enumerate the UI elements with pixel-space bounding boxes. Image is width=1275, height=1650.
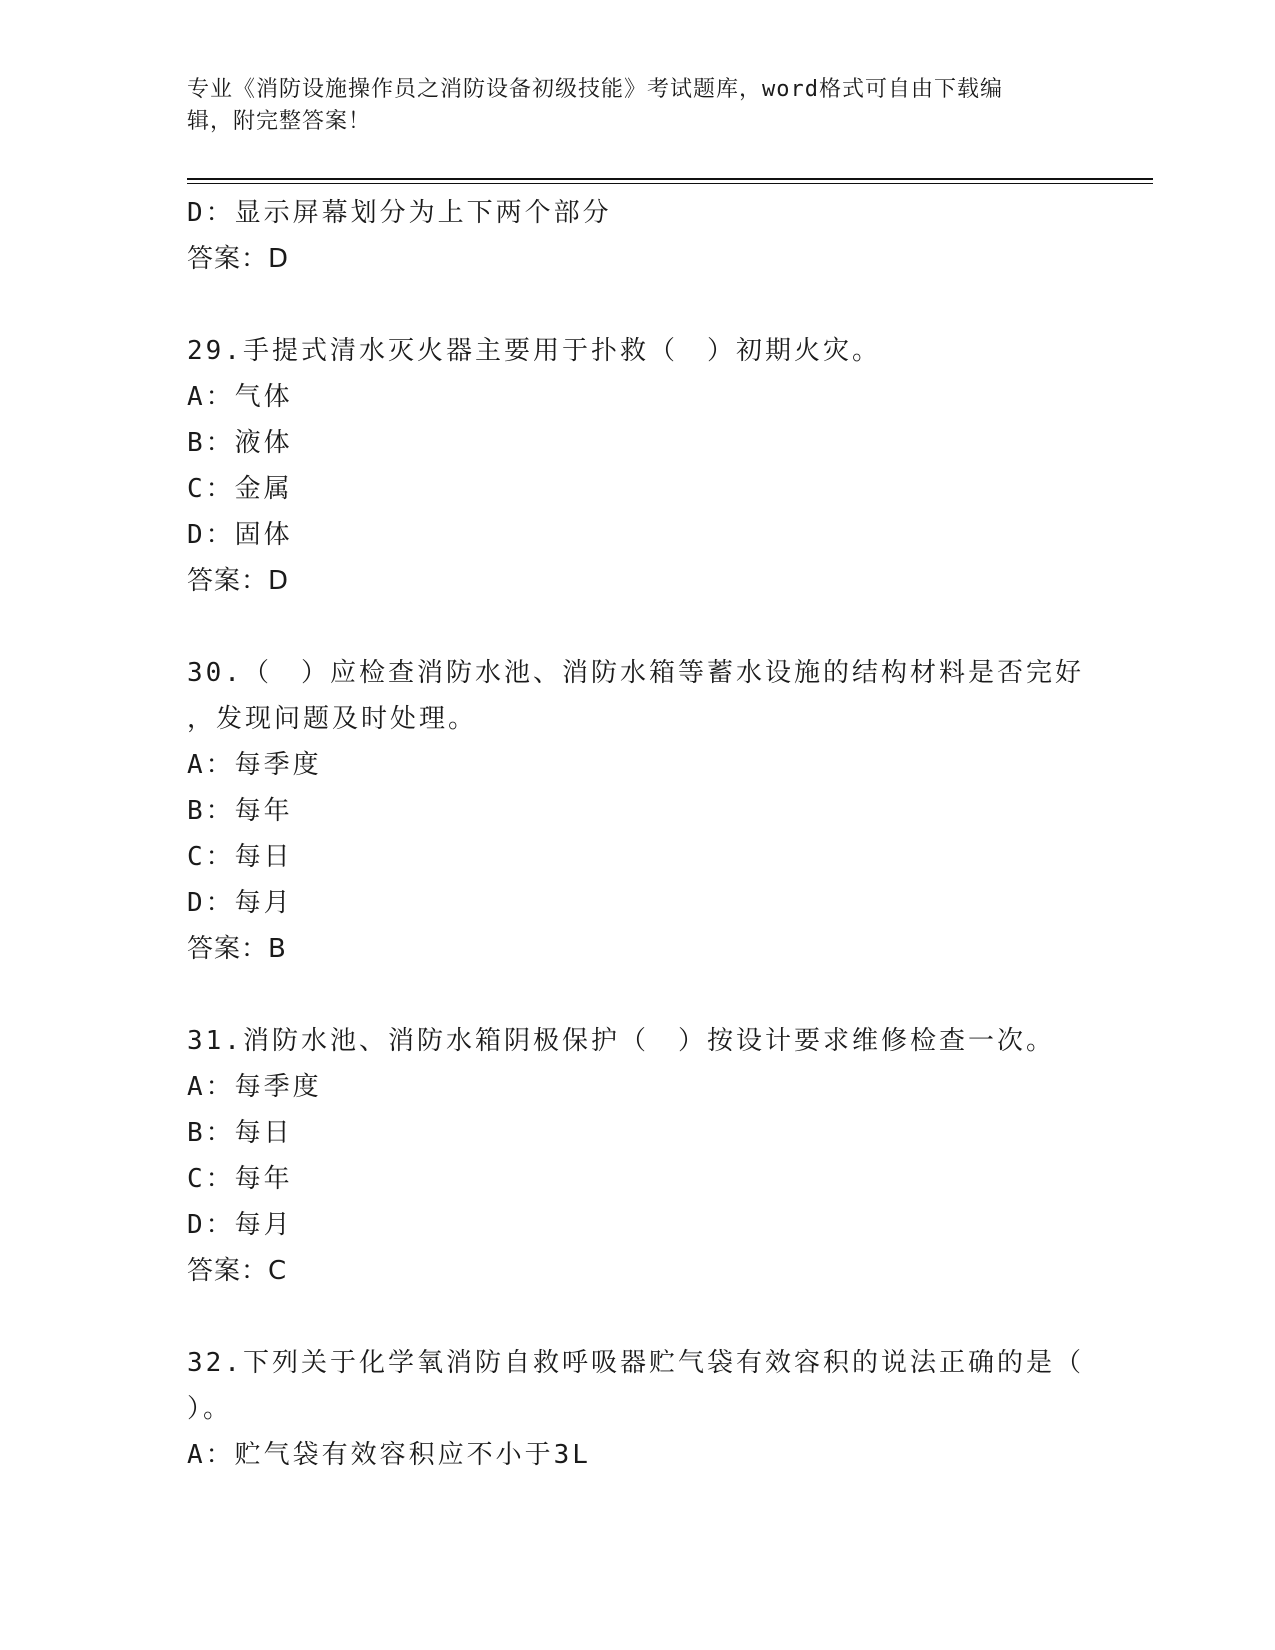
question-30 <box>187 650 1087 972</box>
question-31 <box>187 1018 1087 1294</box>
option-b: B：每年 <box>187 796 293 826</box>
option-d: D：每月 <box>187 1210 293 1240</box>
option-a: A：每季度 <box>187 1072 322 1102</box>
answer-line: 答案：B <box>187 934 287 964</box>
option-a: A：气体 <box>187 382 293 412</box>
option-b: B：液体 <box>187 428 293 458</box>
option-b: B：每日 <box>187 1118 293 1148</box>
option-d: D：固体 <box>187 520 293 550</box>
option-a: A：每季度 <box>187 750 322 780</box>
question-list <box>187 190 1087 1478</box>
question-stem-continued: ，发现问题及时处理。 <box>187 704 478 734</box>
option-c: C：金属 <box>187 474 293 504</box>
header-line-2: 辑，附完整答案！ <box>187 109 372 134</box>
header-divider-thin <box>187 183 1153 184</box>
header-line-1: 专业《消防设施操作员之消防设备初级技能》考试题库，word格式可自由下载编 <box>187 77 1003 102</box>
document-header <box>187 74 1067 138</box>
option-c: C：每年 <box>187 1164 293 1194</box>
spacer <box>187 604 1087 650</box>
option-d: D：显示屏幕划分为上下两个部分 <box>187 198 612 228</box>
answer-line: 答案：D <box>187 566 290 596</box>
question-stem-continued: ）。 <box>187 1394 233 1424</box>
spacer <box>187 282 1087 328</box>
option-a: A：贮气袋有效容积应不小于3L <box>187 1440 591 1470</box>
question-32 <box>187 1340 1087 1478</box>
spacer <box>187 972 1087 1018</box>
header-divider-thick <box>187 178 1153 180</box>
option-c: C：每日 <box>187 842 293 872</box>
answer-line: 答案：D <box>187 244 290 274</box>
spacer <box>187 1294 1087 1340</box>
question-stem: 30.（ ）应检查消防水池、消防水箱等蓄水设施的结构材料是否完好 <box>187 658 1084 688</box>
question-stem: 32.下列关于化学氧消防自救呼吸器贮气袋有效容积的说法正确的是（ <box>187 1348 1084 1378</box>
question-28-tail <box>187 190 1087 282</box>
question-stem: 31.消防水池、消防水箱阴极保护（ ）按设计要求维修检查一次。 <box>187 1026 1055 1056</box>
question-29 <box>187 328 1087 604</box>
option-d: D：每月 <box>187 888 293 918</box>
question-stem: 29.手提式清水灭火器主要用于扑救（ ）初期火灾。 <box>187 336 881 366</box>
answer-line: 答案：C <box>187 1256 288 1286</box>
